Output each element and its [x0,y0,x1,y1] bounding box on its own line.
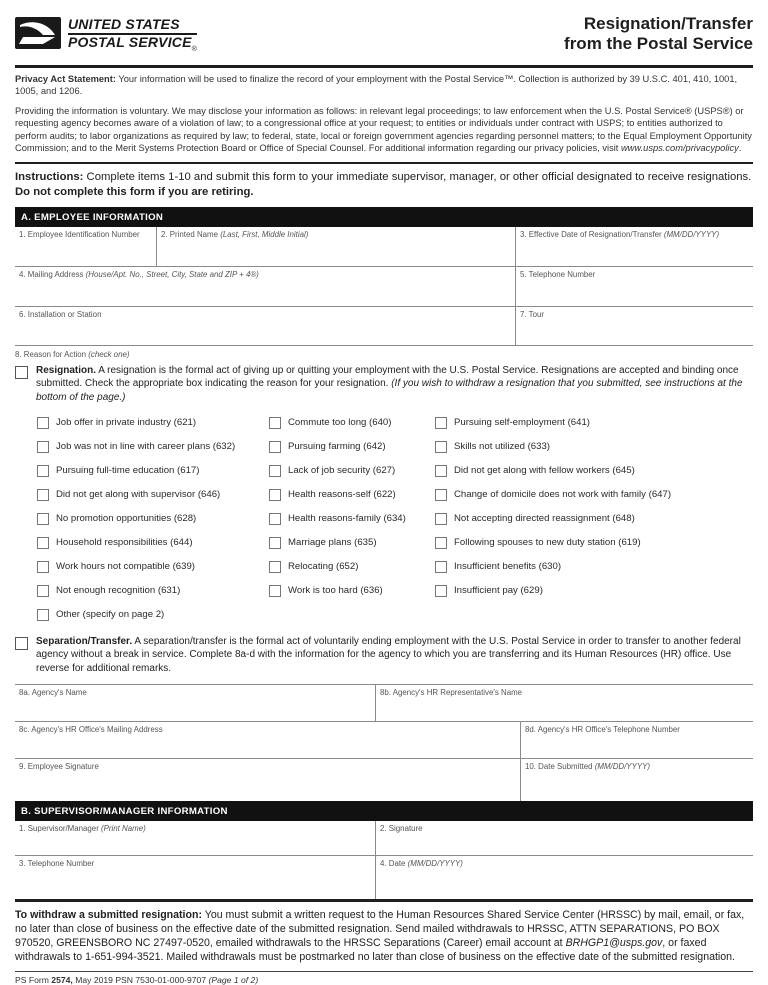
reason-item [269,507,435,531]
privacy-text1: Your information will be used to finalize the record of your employment with the Postal Service™. Collection is authorized by 39 U.S.C. 401, 410, 1001, 1005, and 1206. [15,74,738,97]
field-tour[interactable] [515,307,753,345]
field-supervisor-date[interactable] [375,856,753,899]
reason-label: Change of domicile does not work with family (647) [454,489,672,501]
reason-label: Pursuing full-time education (617) [56,465,200,477]
reason-label: No promotion opportunities (628) [56,513,197,525]
reason-label: Not enough recognition (631) [56,585,181,597]
field-mailing-address[interactable] [15,267,515,306]
field-supervisor-date-label: 4. Date [380,858,408,868]
field-mailing-address-hint: (House/Apt. No., Street, City, State and ZIP + 4®) [85,269,259,279]
row-items-8c-8d [15,722,753,759]
reason-item [435,555,753,579]
withdraw-email: BRHGP1@usps.gov [565,936,663,949]
withdraw-text2: , or faxed withdrawals to 1-651-994-3521. Mailed withdrawals must be postmarked no later than close of business on the effective date of the submitted resignation. [15,936,735,963]
resignation-reasons-grid [37,411,753,627]
field-printed-name[interactable] [156,227,515,266]
reason-item [435,459,753,483]
withdraw-text1: You must submit a written request to the Human Resources Shared Service Center (HRSSC) by mail, email, or fax, no later than close of business on the effective date of the submitted resignation. Send mailed withdrawals to HRSSC, ATTN SEPARATIONS, PO BOX 970520, GREENSBORO NC 27497-0520, emailed withdrawals to the HRSSC Separations (Career) email account at [15,908,745,949]
field-telephone-label: 5. Telephone Number [520,269,596,279]
reason-label: Pursuing self-employment (641) [454,417,590,429]
reason-label: Household responsibilities (644) [56,537,193,549]
row-items-8a-8b [15,684,753,722]
reason-checkbox[interactable] [435,417,447,429]
field-effective-date[interactable] [515,227,753,266]
usps-wordmark [68,17,197,54]
row-items-9-10 [15,759,753,801]
withdraw-note [15,908,753,964]
reason-item [37,459,269,483]
reason-label: Work hours not compatible (639) [56,561,195,573]
privacy-label: Privacy Act Statement: [15,74,116,84]
reason-item [435,507,753,531]
reason-checkbox[interactable] [37,417,49,429]
field-mailing-address-label: 4. Mailing Address [19,269,86,279]
field-effective-date-label: 3. Effective Date of Resignation/Transfer [520,229,664,239]
reason-label: Other (specify on page 2) [56,609,165,621]
resignation-bold: Resignation. [36,364,97,376]
reason-item [269,555,435,579]
reason-label: Marriage plans (635) [288,537,377,549]
resignation-text: A resignation is the formal act of giving up or quitting your employment with the U.S. Postal Service. Resignations are accepted and binding once submitted. Check the appropriate box indicating the reason for your resignation. [36,364,739,390]
reason-label: Did not get along with fellow workers (645) [454,465,635,477]
field-supervisor-name-hint: (Print Name) [101,823,146,833]
section-a-header: A. EMPLOYEE INFORMATION [15,207,753,227]
field-hr-mailing-address-label: 8c. Agency's HR Office's Mailing Address [19,724,163,734]
resignation-description [36,364,753,405]
instructions-text: Complete items 1-10 and submit this form to your immediate supervisor, manager, or other official designated to receive resignations. [83,170,752,183]
field-hr-telephone[interactable] [520,722,753,758]
field-tour-label: 7. Tour [520,309,544,319]
reason-label: Insufficient benefits (630) [454,561,562,573]
reason-item [269,579,435,603]
field-agency-name[interactable] [15,685,375,721]
field-supervisor-name-label: 1. Supervisor/Manager [19,823,102,833]
withdraw-bold: To withdraw a submitted resignation: [15,908,202,921]
privacy-text2: Providing the information is voluntary. We may disclose your information as follows: in relevant legal proceedings; to law enforcement when the U.S. Postal Service® (USPS®) or requesting agency becomes aware of a violation of law; to a congressional office at your request; to entities or individuals under contract with USPS; to entities authorized to perform audits; to labor organizations as required by law; to federal, state, local or foreign government agencies regarding personnel matters; to the Equal Employment Opportunity Commission; and to the Merit Systems Protection Board or Office of Special Counsel. For additional information regarding our privacy policies, visit [15,105,752,154]
section-b-header: B. SUPERVISOR/MANAGER INFORMATION [15,801,753,821]
withdraw-top-divider [15,899,753,902]
field-employee-signature-label: 9. Employee Signature [19,761,99,771]
reason-item [269,531,435,555]
field-date-submitted[interactable] [520,759,753,801]
field-date-submitted-hint: (MM/DD/YYYY) [594,761,650,771]
reason-label: Insufficient pay (629) [454,585,543,597]
reason-item [269,435,435,459]
separation-description [36,635,753,676]
reason-checkbox[interactable] [269,489,281,501]
reason-checkbox[interactable] [269,561,281,573]
field-telephone[interactable] [515,267,753,306]
reason-label: Job offer in private industry (621) [56,417,197,429]
instructions-top-divider [15,162,753,164]
reason-item [37,507,269,531]
privacy-statement-p2 [15,105,753,155]
reason-item [37,411,269,435]
resignation-italic: (If you wish to withdraw a resignation that you submitted, see instructions at the bottom of the page.) [36,378,743,403]
form-title [564,14,753,55]
reason-item [37,483,269,507]
reason-item [37,435,269,459]
field-installation[interactable] [15,307,515,345]
footer-divider [15,971,753,972]
reason-label: Lack of job security (627) [288,465,396,477]
field-hr-mailing-address[interactable] [15,722,520,758]
field-installation-label: 6. Installation or Station [19,309,102,319]
field-supervisor-telephone-label: 3. Telephone Number [19,858,95,868]
reason-checkbox[interactable] [37,585,49,597]
footer-psn: May 2019 PSN 7530-01-000-9707 [72,974,209,985]
field-printed-name-hint: (Last, First, Middle Initial) [220,229,309,239]
reason-checkbox[interactable] [37,465,49,477]
footer-form-number: 2574, [51,974,73,985]
wordmark-line1: UNITED STATES [68,17,197,35]
reason-label: Health reasons-self (622) [288,489,396,501]
reason-checkbox[interactable] [435,489,447,501]
row-b-items-3-4 [15,856,753,899]
instructions-bold-text: Do not complete this form if you are retiring. [15,185,254,198]
reason-label: Did not get along with supervisor (646) [56,489,221,501]
reason-for-action-text: 8. Reason for Action [15,349,89,359]
field-effective-date-hint: (MM/DD/YYYY) [663,229,720,239]
reason-checkbox[interactable] [37,441,49,453]
usps-eagle-icon [15,17,61,49]
reason-checkbox[interactable] [269,417,281,429]
separation-checkbox[interactable] [15,637,28,650]
reason-checkbox[interactable] [269,585,281,597]
reason-item [435,435,753,459]
usps-logo [15,14,197,54]
reason-checkbox[interactable] [435,537,447,549]
field-date-submitted-label: 10. Date Submitted [525,761,595,771]
row-items-4-5 [15,267,753,307]
reason-checkbox[interactable] [37,609,49,621]
field-hr-telephone-label: 8d. Agency's HR Office's Telephone Number [525,724,680,734]
form-header [15,14,753,60]
reason-label: Commute too long (640) [288,417,392,429]
reason-checkbox[interactable] [269,537,281,549]
reason-checkbox[interactable] [435,561,447,573]
field-employee-id-label: 1. Employee Identification Number [19,229,140,239]
reason-checkbox[interactable] [269,513,281,525]
field-supervisor-date-hint: (MM/DD/YYYY) [407,858,463,868]
reason-item [435,579,753,603]
field-supervisor-signature[interactable] [375,821,753,855]
reason-item [269,459,435,483]
reason-checkbox[interactable] [37,561,49,573]
privacy-policy-url: www.usps.com/privacypolicy [620,143,739,154]
field-supervisor-name[interactable] [15,821,375,855]
row-items-6-7 [15,307,753,346]
footer-page-indicator: (Page 1 of 2) [208,974,259,985]
reason-label: Not accepting directed reassignment (648) [454,513,635,525]
field-employee-signature[interactable] [15,759,520,801]
reason-checkbox[interactable] [435,465,447,477]
reason-checkbox[interactable] [435,513,447,525]
separation-option [15,635,753,676]
field-supervisor-signature-label: 2. Signature [380,823,423,833]
separation-bold: Separation/Transfer. [36,635,133,647]
reason-item [37,603,269,627]
field-agency-name-label: 8a. Agency's Name [19,687,87,697]
field-employee-id[interactable] [15,227,156,266]
row-b-items-1-2 [15,821,753,856]
instructions [15,170,753,200]
field-hr-rep-name[interactable] [375,685,753,721]
reason-item [37,579,269,603]
reason-item [37,555,269,579]
reason-for-action-label [15,350,753,359]
footer-pre: PS Form [15,974,52,985]
reason-label: Skills not utilized (633) [454,441,550,453]
reason-label: Health reasons-family (634) [288,513,406,525]
form-title-line2: from the Postal Service [564,34,753,54]
form-footer [15,975,753,985]
privacy-statement-p1 [15,73,753,98]
reason-item [435,411,753,435]
resignation-option [15,364,753,405]
instructions-label: Instructions: [15,170,84,183]
reason-label: Work is too hard (636) [288,585,383,597]
field-hr-rep-name-label: 8b. Agency's HR Representative's Name [380,687,523,697]
separation-text: A separation/transfer is the formal act of voluntarily ending employment with the U.S. Postal Service in order to transfer to another federal agency without a break in service. Complete 8a-d with the information for the agency to which you are transferring and its Human Resources (HR) office. Use reverse for additional remarks. [36,635,741,674]
reason-item [37,531,269,555]
reason-item [435,483,753,507]
wordmark-line2: POSTAL $SERVICE_®$ [68,34,197,54]
reason-item [269,483,435,507]
reason-label: Relocating (652) [288,561,359,573]
reason-checkbox[interactable] [37,513,49,525]
row-items-1-3 [15,227,753,267]
reason-checkbox[interactable] [435,585,447,597]
field-printed-name-label: 2. Printed Name [161,229,221,239]
separation-section [15,635,753,676]
reason-label: Pursuing farming (642) [288,441,386,453]
reason-label: Job was not in line with career plans (632) [56,441,236,453]
privacy-text2-end: . [738,143,742,154]
reason-for-action-hint: (check one) [88,349,130,359]
registered-mark: ® [191,46,197,54]
header-divider [15,65,753,68]
reason-label: Following spouses to new duty station (619) [454,537,641,549]
form-title-line1: Resignation/Transfer [583,14,753,33]
reason-checkbox[interactable] [37,537,49,549]
resignation-checkbox[interactable] [15,366,28,379]
reason-item [435,531,753,555]
reason-item [269,411,435,435]
reason-checkbox[interactable] [435,441,447,453]
reason-checkbox[interactable] [269,465,281,477]
reason-checkbox[interactable] [37,489,49,501]
reason-checkbox[interactable] [269,441,281,453]
field-supervisor-telephone[interactable] [15,856,375,899]
